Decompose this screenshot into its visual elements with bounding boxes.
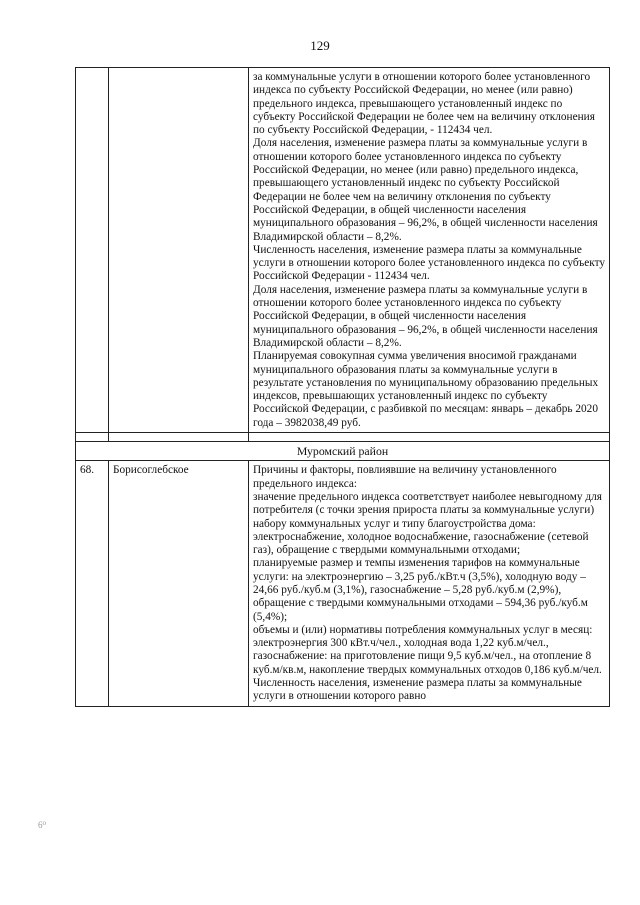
paragraph: Причины и факторы, повлиявшие на величину установленного предельного индекса: bbox=[253, 464, 557, 490]
blank-cell bbox=[76, 433, 109, 442]
index-table bbox=[75, 67, 610, 707]
paragraph: Численность населения, изменение размера платы за коммунальные услуги в отношении которого равно bbox=[253, 677, 582, 703]
row-number-cell: 68. bbox=[76, 461, 109, 706]
scan-artifact-mark: 6⁰ bbox=[38, 820, 47, 830]
section-header-row bbox=[76, 442, 610, 461]
entry-row bbox=[76, 461, 610, 706]
paragraph: планируемые размер и темпы изменения тарифов на коммунальные услуги: на электроэнергию – 3,25 руб./кВт.ч (3,5%), холодную воду – 24,66 руб./куб.м (3,1%), газоснабжение – 5,28 руб./куб.м (2,9%), обращение с твердыми коммунальными отходами – 594,36 руб./куб.м (5,4%); bbox=[253, 557, 588, 623]
paragraph: Доля населения, изменение размера платы за коммунальные услуги в отношении которого более установленного индекса по субъекту Российской Федерации, в общей численности населения муниципального образования – 96,2%, в общей численности населения Владимирской области – 8,2%. bbox=[253, 283, 598, 349]
blank-cell bbox=[109, 433, 249, 442]
paragraph: Численность населения, изменение размера платы за коммунальные услуги в отношении которого более установленного индекса по субъекту Российской Федерации - 112434 чел. bbox=[253, 243, 606, 283]
paragraph: значение предельного индекса соответствует наиболее невыгодному для потребителя (с точки зрения прироста платы за коммунальные услуги) набору коммунальных услуг и типу благоустройства дома: электроснабжение, холодное водоснабжение, газоснабжение (сетевой газ), обращение с твердыми коммунальными отходами; bbox=[253, 490, 602, 557]
spacer-row bbox=[76, 433, 610, 442]
description-cell bbox=[249, 461, 610, 706]
paragraph: Доля населения, изменение размера платы за коммунальные услуги в отношении которого более установленного индекса по субъекту Российской Федерации, но менее (или равно) предельного индекса, превышающего установленный индекс по субъекту Российской Федерации не более чем на величину отклонения по субъекту Российской Федерации, в общей численности населения муниципального образования – 96,2%, в общей численности населения Владимирской области – 8,2%. bbox=[253, 137, 598, 243]
paragraph: Планируемая совокупная сумма увеличения вносимой гражданами муниципального образования платы за коммунальные услуги в результате установления по муниципальному образованию предельных индексов, превышающих установленный индекс по субъекту Российской Федерации, с разбивкой по месяцам: январь – декабрь 2020 года – 3982038,49 руб. bbox=[253, 350, 599, 429]
municipality-cell: Борисоглебское bbox=[109, 461, 249, 706]
blank-cell bbox=[249, 433, 610, 442]
paragraph: объемы и (или) нормативы потребления коммунальных услуг в месяц: электроэнергия 300 кВт.ч/чел., холодная вода 1,22 куб.м/чел., газоснабжение: на приготовление пищи 9,5 куб.м/чел., на отопление 8 куб.м/кв.м, накопление твердых коммунальных отходов 0,186 куб.м/чел. bbox=[253, 623, 602, 676]
page-number: 129 bbox=[310, 38, 330, 53]
description-cell bbox=[249, 68, 610, 433]
municipality-cell bbox=[109, 68, 249, 433]
paragraph: за коммунальные услуги в отношении которого более установленного индекса по субъекту Российской Федерации, но менее (или равно) предельного индекса, превышающего установленный индекс по субъекту Российской Федерации не более чем на величину отклонения по субъекту Российской Федерации, - 112434 чел. bbox=[253, 71, 595, 137]
row-number-cell bbox=[76, 68, 109, 433]
continuation-row bbox=[76, 68, 610, 433]
section-title: Муромский район bbox=[76, 442, 610, 461]
